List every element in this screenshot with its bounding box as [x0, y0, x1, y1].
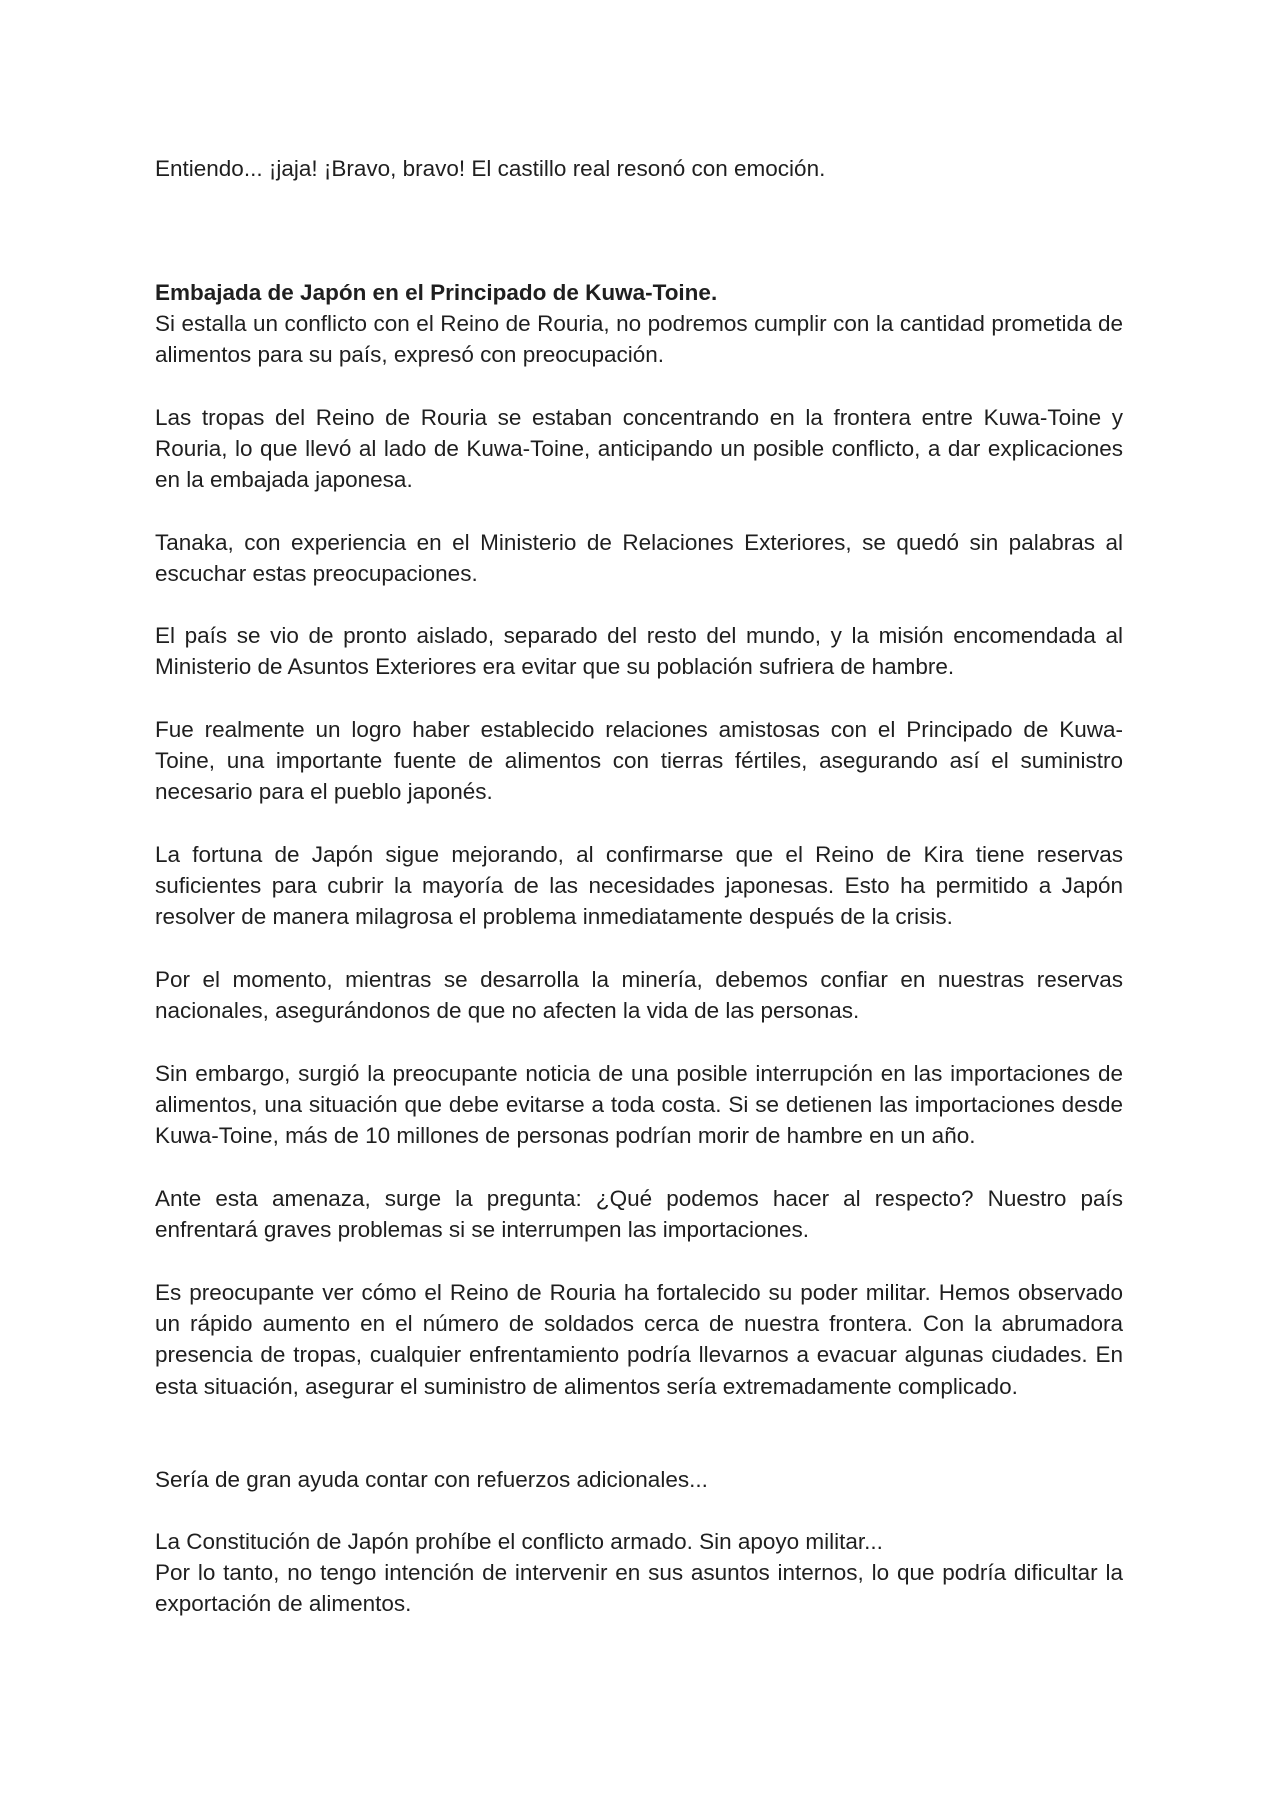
paragraph-2: Las tropas del Reino de Rouria se estaban concentrando en la frontera entre Kuwa-Toine y Rouria, lo que llevó al lado de Kuwa-Toine, anticipando un posible conflicto, a dar explicaciones en la embajada japonesa. — [155, 405, 1123, 493]
intro-line: Entiendo... ¡jaja! ¡Bravo, bravo! El castillo real resonó con emoción. — [155, 156, 826, 181]
paragraph-1: Si estalla un conflicto con el Reino de Rouria, no podremos cumplir con la cantidad prometida de alimentos para su país, expresó con preocupación. — [155, 311, 1123, 368]
paragraph-11: Sería de gran ayuda contar con refuerzos adicionales... — [155, 1467, 708, 1492]
paragraph-3: Tanaka, con experiencia en el Ministerio de Relaciones Exteriores, se quedó sin palabras al escuchar estas preocupaciones. — [155, 530, 1123, 587]
paragraph-10: Es preocupante ver cómo el Reino de Rouria ha fortalecido su poder militar. Hemos observado un rápido aumento en el número de soldados cerca de nuestra frontera. Con la abrumadora presencia de tropas, cualquier enfrentamiento podría llevarnos a evacuar algunas ciudades. En esta situación, asegurar el suministro de alimentos sería extremadamente complicado. — [155, 1280, 1123, 1399]
paragraph-8: Sin embargo, surgió la preocupante noticia de una posible interrupción en las importaciones de alimentos, una situación que debe evitarse a toda costa. Si se detienen las importaciones desde Kuwa-Toine, más de 10 millones de personas podrían morir de hambre en un año. — [155, 1061, 1123, 1149]
closing-section — [155, 1526, 1123, 1620]
paragraph-5: Fue realmente un logro haber establecido relaciones amistosas con el Principado de Kuwa-Toine, una importante fuente de alimentos con tierras fértiles, asegurando así el suministro necesario para el pueblo japonés. — [155, 717, 1123, 805]
paragraph-6: La fortuna de Japón sigue mejorando, al confirmarse que el Reino de Kira tiene reservas suficientes para cubrir la mayoría de las necesidades japonesas. Esto ha permitido a Japón resolver de manera milagrosa el problema inmediatamente después de la crisis. — [155, 842, 1123, 930]
paragraph-12: La Constitución de Japón prohíbe el conflicto armado. Sin apoyo militar... — [155, 1529, 883, 1554]
section-heading: Embajada de Japón en el Principado de Kuwa-Toine. — [155, 280, 718, 305]
embassy-section — [155, 277, 1123, 371]
paragraph-9: Ante esta amenaza, surge la pregunta: ¿Qué podemos hacer al respecto? Nuestro país enfrentará graves problemas si se interrumpen las importaciones. — [155, 1186, 1123, 1243]
paragraph-7: Por el momento, mientras se desarrolla la minería, debemos confiar en nuestras reservas nacionales, asegurándonos de que no afecten la vida de las personas. — [155, 967, 1123, 1024]
paragraph-4: El país se vio de pronto aislado, separado del resto del mundo, y la misión encomendada al Ministerio de Asuntos Exteriores era evitar que su población sufriera de hambre. — [155, 623, 1123, 680]
paragraph-13: Por lo tanto, no tengo intención de intervenir en sus asuntos internos, lo que podría dificultar la exportación de alimentos. — [155, 1560, 1123, 1617]
